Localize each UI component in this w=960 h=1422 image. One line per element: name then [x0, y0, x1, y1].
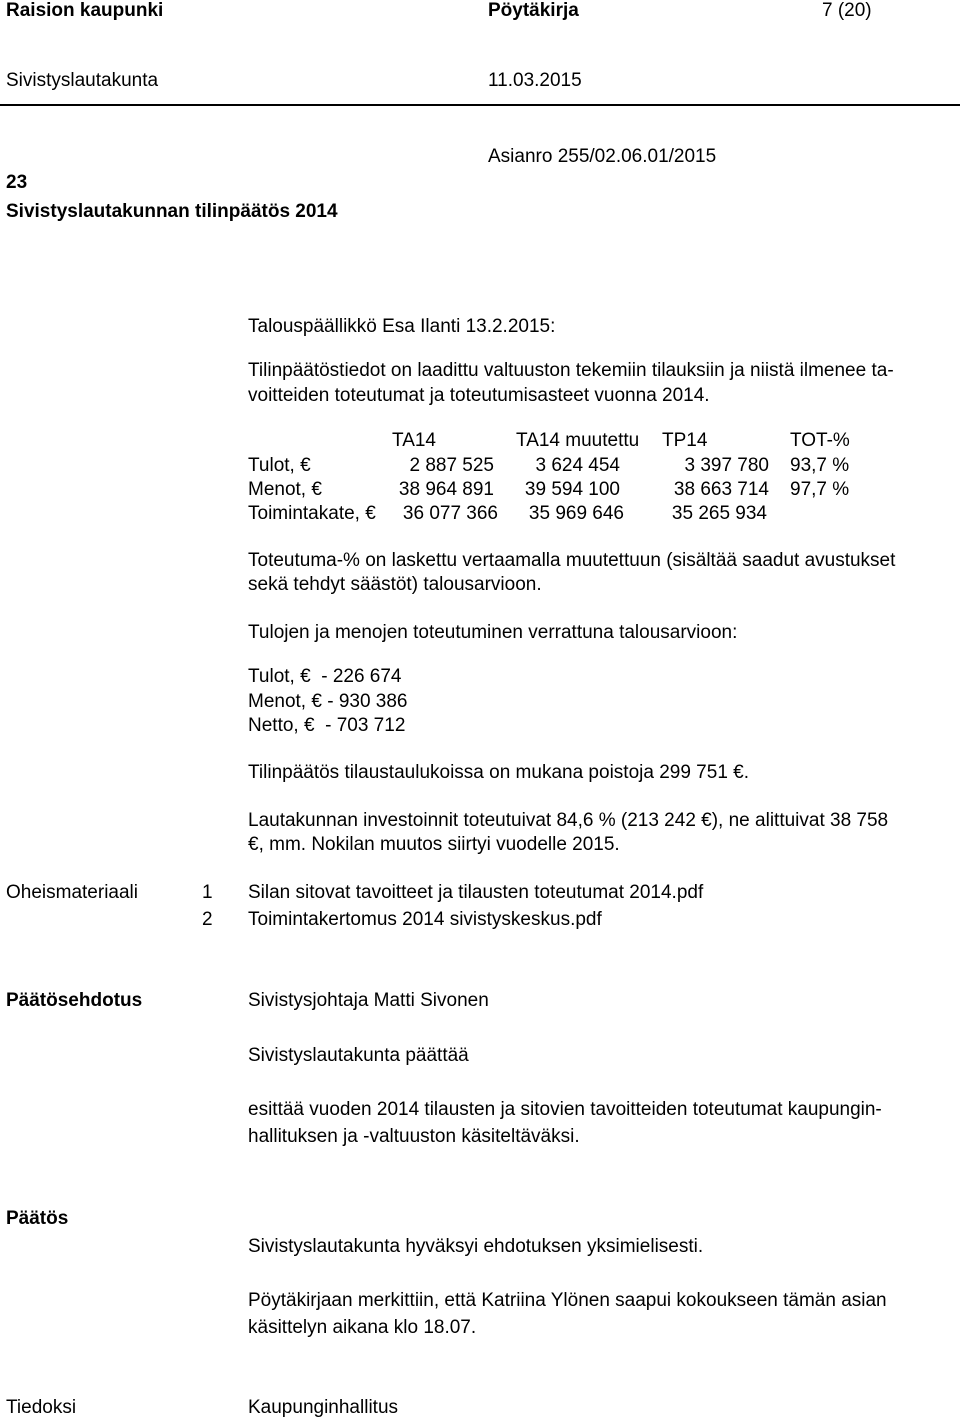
- proposal-decides: Sivistyslautakunta päättää: [248, 1045, 469, 1066]
- proposal-text-line-1: esittää vuoden 2014 tilausten ja sitovien tavoitteiden toteutumat kaupungin-: [248, 1099, 882, 1120]
- decision-text: Sivistyslautakunta hyväksyi ehdotuksen yksimielisesti.: [248, 1236, 704, 1257]
- cell-ta14: 2 887 525: [409, 455, 494, 476]
- org-name: Raision kaupunki: [6, 0, 164, 21]
- decision-label: Päätös: [6, 1208, 69, 1229]
- meeting-date: 11.03.2015: [488, 70, 582, 91]
- row-label: Toimintakate, €: [248, 503, 376, 524]
- distribution-label: Tiedoksi: [6, 1397, 77, 1418]
- cell-tot: 97,7 %: [790, 479, 850, 500]
- note-line-2: sekä tehdyt säästöt) talousarvioon.: [248, 574, 542, 595]
- attachment-number: 2: [202, 909, 213, 930]
- item-number: 23: [6, 172, 28, 193]
- col-header-tp14: TP14: [662, 430, 708, 451]
- compare-menot: Menot, € - 930 386: [248, 691, 408, 712]
- case-number: Asianro 255/02.06.01/2015: [488, 146, 717, 167]
- proposal-label: Päätösehdotus: [6, 990, 143, 1011]
- cell-tp14: 38 663 714: [673, 479, 769, 500]
- col-header-ta14-muutettu: TA14 muutettu: [516, 430, 640, 451]
- row-label: Tulot, €: [248, 455, 311, 476]
- compare-netto: Netto, € - 703 712: [248, 715, 406, 736]
- cell-tp14: 3 397 780: [684, 455, 769, 476]
- intro-line-2: voitteiden toteutumat ja toteutumisasteet vuonna 2014.: [248, 385, 710, 406]
- proposal-text-line-2: hallituksen ja -valtuuston käsiteltäväksi.: [248, 1126, 580, 1147]
- proposer: Sivistysjohtaja Matti Sivonen: [248, 990, 489, 1011]
- header-divider: [0, 104, 960, 106]
- row-label: Menot, €: [248, 479, 322, 500]
- author-line: Talouspäällikkö Esa Ilanti 13.2.2015:: [248, 316, 556, 337]
- cell-ta14-muutettu: 39 594 100: [524, 479, 620, 500]
- cell-ta14: 36 077 366: [402, 503, 498, 524]
- cell-ta14-muutettu: 35 969 646: [528, 503, 624, 524]
- document-type: Pöytäkirja: [488, 0, 579, 21]
- col-header-ta14: TA14: [392, 430, 437, 451]
- decision-note-line-1: Pöytäkirjaan merkittiin, että Katriina Ylönen saapui kokoukseen tämän asian: [248, 1290, 887, 1311]
- depreciation-note: Tilinpäätös tilaustaulukoissa on mukana poistoja 299 751 €.: [248, 762, 750, 783]
- investment-line-2: €, mm. Nokilan muutos siirtyi vuodelle 2015.: [248, 834, 620, 855]
- investment-line-1: Lautakunnan investoinnit toteutuivat 84,6 % (213 242 €), ne alittuivat 38 758: [248, 810, 889, 831]
- note-line-1: Toteutuma-% on laskettu vertaamalla muutettuun (sisältää saadut avustukset: [248, 550, 896, 571]
- col-header-tot: TOT-%: [790, 430, 850, 451]
- page-number: 7 (20): [822, 0, 872, 21]
- cell-tot: 93,7 %: [790, 455, 850, 476]
- distribution-recipient: Kaupunginhallitus: [248, 1397, 399, 1418]
- cell-ta14-muutettu: 3 624 454: [535, 455, 620, 476]
- attachments-label: Oheismateriaali: [6, 882, 138, 903]
- intro-line-1: Tilinpäätöstiedot on laadittu valtuuston tekemiin tilauksiin ja niistä ilmenee ta-: [248, 360, 894, 381]
- attachment-file-link[interactable]: Toimintakertomus 2014 sivistyskeskus.pdf: [248, 909, 602, 930]
- cell-tp14: 35 265 934: [671, 503, 767, 524]
- attachment-file-link[interactable]: Silan sitovat tavoitteet ja tilausten toteutumat 2014.pdf: [248, 882, 704, 903]
- decision-note-line-2: käsittelyn aikana klo 18.07.: [248, 1317, 477, 1338]
- compare-tulot: Tulot, € - 226 674: [248, 666, 402, 687]
- compare-heading: Tulojen ja menojen toteutuminen verrattuna talousarvioon:: [248, 622, 738, 643]
- cell-ta14: 38 964 891: [398, 479, 494, 500]
- item-title: Sivistyslautakunnan tilinpäätös 2014: [6, 201, 338, 222]
- committee-name: Sivistyslautakunta: [6, 70, 159, 91]
- attachment-number: 1: [202, 882, 213, 903]
